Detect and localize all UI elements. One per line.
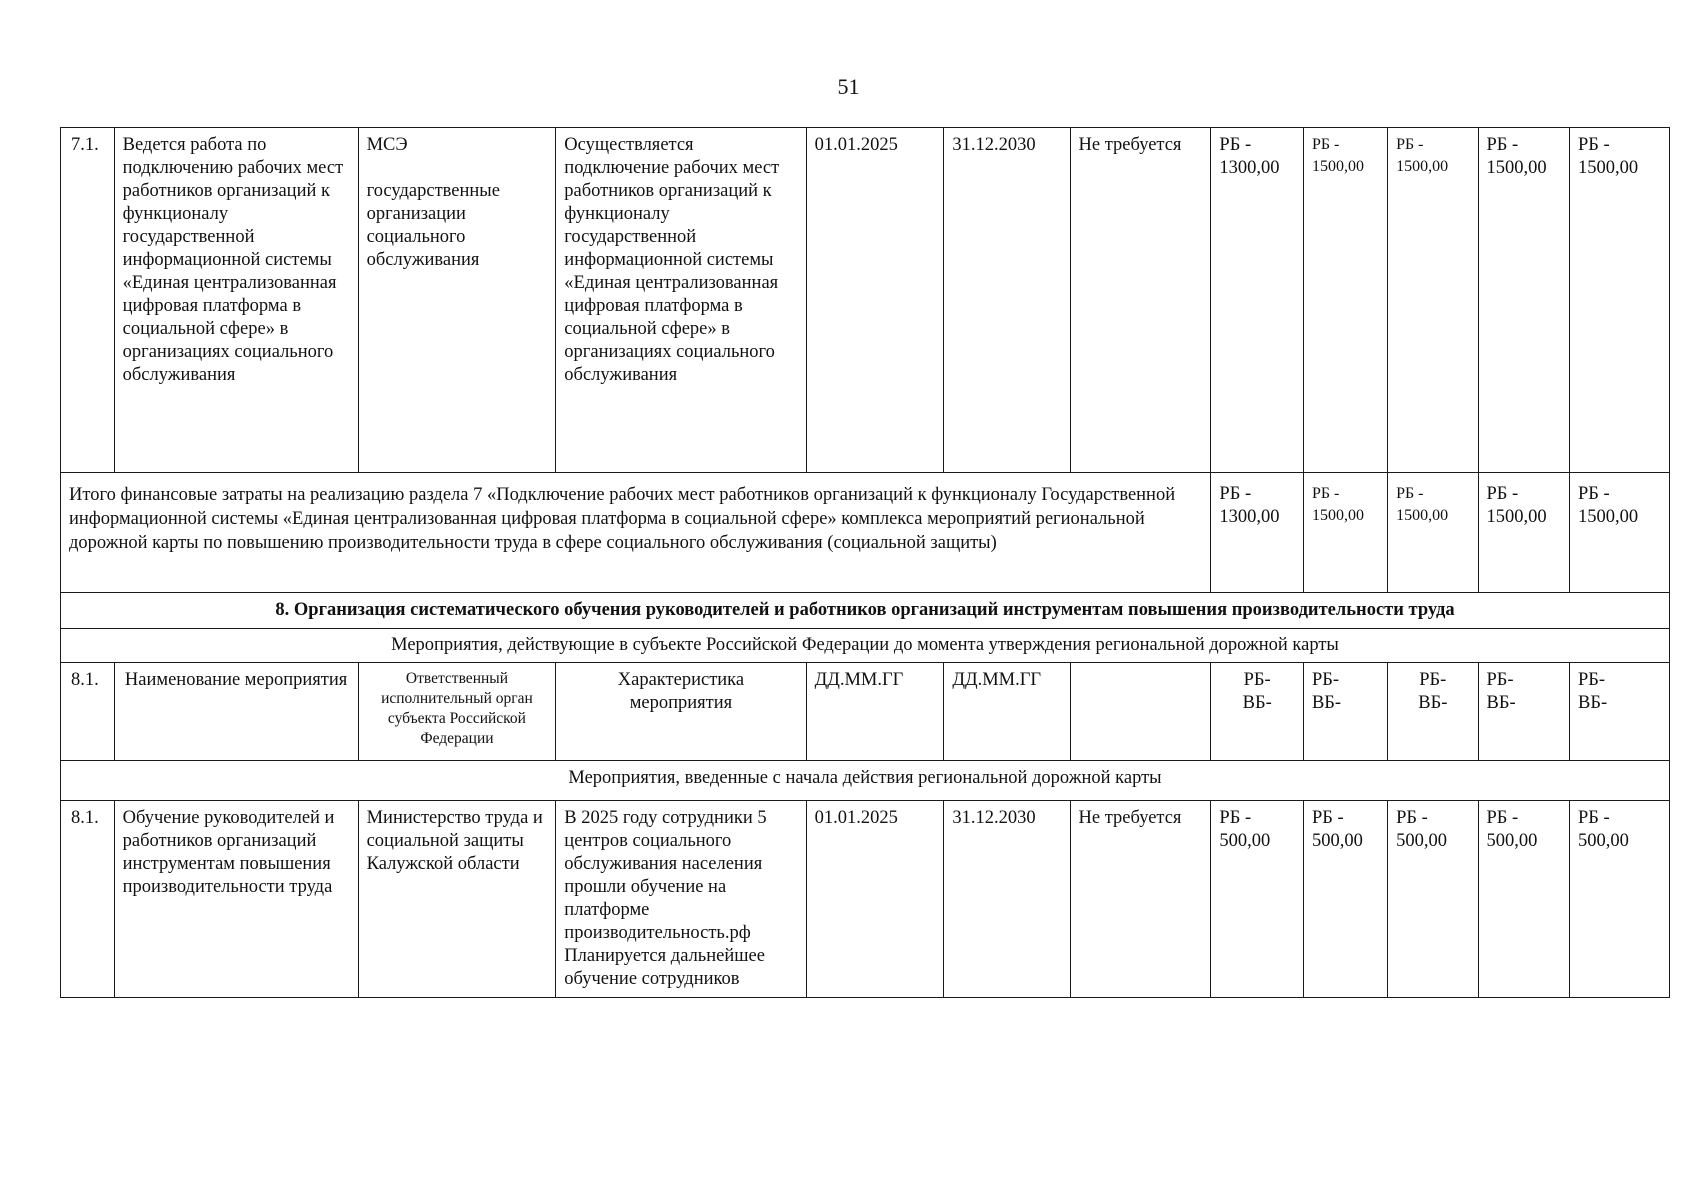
- row-number: 7.1.: [61, 128, 115, 473]
- finance-year-3: РБ - 500,00: [1388, 801, 1478, 998]
- finance-year-1: РБ- ВБ-: [1211, 663, 1304, 761]
- start-date: 01.01.2025: [806, 801, 944, 998]
- subsection-after-row: [61, 761, 1670, 801]
- end-date: ДД.ММ.ГГ: [944, 663, 1070, 761]
- finance-year-4: РБ- ВБ-: [1478, 663, 1569, 761]
- table-row-8-1-template: [61, 663, 1670, 761]
- finance-year-2: РБ- ВБ-: [1303, 663, 1387, 761]
- row-number: 8.1.: [61, 801, 115, 998]
- total-text: Итого финансовые затраты на реализацию раздела 7 «Подключение рабочих мест работников организаций к функционалу Государственной информационной системы «Единая централизованная цифровая платформа в социальной сфере» комплекса мероприятий региональной дорожной карты по повышению производительности труда в сфере социального обслуживания (социальной защиты): [61, 473, 1211, 593]
- responsible-body: Министерство труда и социальной защиты Калужской области: [358, 801, 556, 998]
- responsible-line-2: государственные организации социального обслуживания: [366, 181, 500, 270]
- total-finance-year-4: РБ - 1500,00: [1478, 473, 1569, 593]
- start-date: 01.01.2025: [806, 128, 944, 473]
- measure-characteristic: Характеристика мероприятия: [556, 663, 806, 761]
- responsible-line-1: МСЭ: [366, 135, 408, 155]
- requirement: [1070, 663, 1211, 761]
- measure-characteristic: [556, 801, 806, 998]
- measure-characteristic: Осуществляется подключение рабочих мест работников организаций к функционалу государственной информационной системы «Единая централизованная цифровая платформа в социальной сфере» в организациях социального обслуживания: [556, 128, 806, 473]
- section-title: 8. Организация систематического обучения руководителей и работников организаций инструментам повышения производительности труда: [61, 593, 1670, 629]
- subsection-after: Мероприятия, введенные с начала действия региональной дорожной карты: [61, 761, 1670, 801]
- end-date: 31.12.2030: [944, 128, 1070, 473]
- total-finance-year-5: РБ - 1500,00: [1570, 473, 1670, 593]
- table-row-8-1: [61, 801, 1670, 998]
- finance-year-5: РБ - 1500,00: [1570, 128, 1670, 473]
- finance-year-4: РБ - 500,00: [1478, 801, 1569, 998]
- measure-name: Ведется работа по подключению рабочих мест работников организаций к функционалу государственной информационной системы «Единая централизованная цифровая платформа в социальной сфере» в организациях социального обслуживания: [114, 128, 358, 473]
- measure-name: Обучение руководителей и работников организаций инструментам повышения производительности труда: [114, 801, 358, 998]
- subsection-before: Мероприятия, действующие в субъекте Российской Федерации до момента утверждения региональной дорожной карты: [61, 629, 1670, 663]
- table-row-total-7: [61, 473, 1670, 593]
- page-number: 51: [837, 74, 860, 99]
- finance-year-5: РБ- ВБ-: [1570, 663, 1670, 761]
- row-number: 8.1.: [61, 663, 115, 761]
- finance-year-3: РБ- ВБ-: [1388, 663, 1478, 761]
- subsection-before-row: [61, 629, 1670, 663]
- end-date: 31.12.2030: [944, 801, 1070, 998]
- finance-year-5: РБ - 500,00: [1570, 801, 1670, 998]
- characteristic-line-1: В 2025 году сотрудники 5 центров социального обслуживания населения прошли обучение на платформе производительность.рф: [564, 808, 767, 943]
- characteristic-line-2: Планируется дальнейшее обучение сотрудников: [564, 946, 765, 989]
- total-finance-year-2: РБ - 1500,00: [1303, 473, 1387, 593]
- responsible-body: [358, 128, 556, 473]
- measure-name: Наименование мероприятия: [114, 663, 358, 761]
- total-finance-year-3: РБ - 1500,00: [1388, 473, 1478, 593]
- requirement: Не требуется: [1070, 128, 1211, 473]
- table-row-7-1: [61, 128, 1670, 473]
- responsible-body: Ответственный исполнительный орган субъекта Российской Федерации: [358, 663, 556, 761]
- finance-year-2: РБ - 500,00: [1303, 801, 1387, 998]
- total-finance-year-1: РБ - 1300,00: [1211, 473, 1304, 593]
- section-8-title-row: [61, 593, 1670, 629]
- finance-year-1: РБ - 500,00: [1211, 801, 1304, 998]
- start-date: ДД.ММ.ГГ: [806, 663, 944, 761]
- roadmap-table: [60, 127, 1670, 998]
- finance-year-1: РБ - 1300,00: [1211, 128, 1304, 473]
- finance-year-3: РБ - 1500,00: [1388, 128, 1478, 473]
- requirement: Не требуется: [1070, 801, 1211, 998]
- finance-year-2: РБ - 1500,00: [1303, 128, 1387, 473]
- finance-year-4: РБ - 1500,00: [1478, 128, 1569, 473]
